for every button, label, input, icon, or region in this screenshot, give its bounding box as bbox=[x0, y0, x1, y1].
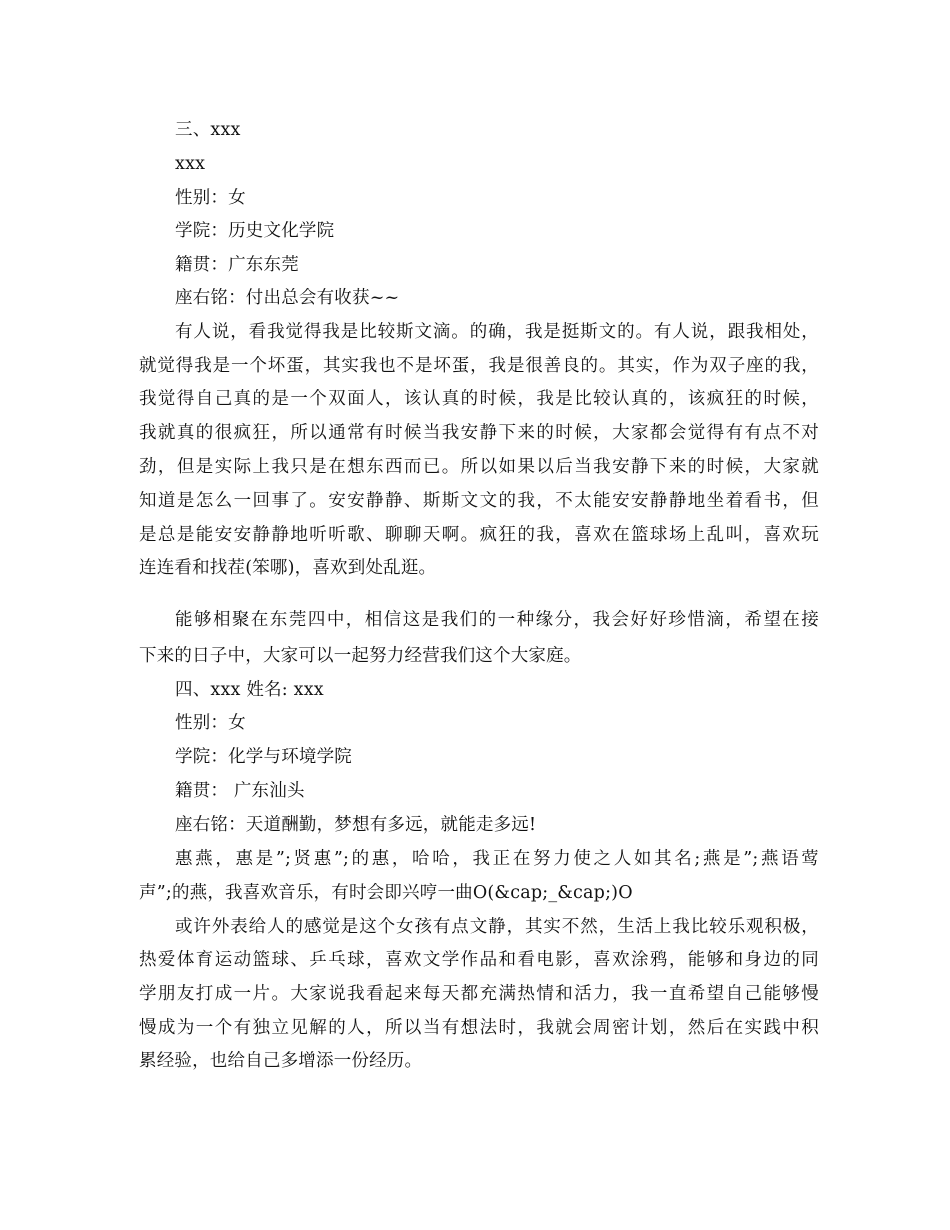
section4-para2-line: 学朋友打成一片。大家说我看起来每天都充满热情和活力，我一直希望自己能够慢 bbox=[139, 984, 819, 1004]
section4-origin: 籍贯： 广东汕头 bbox=[175, 781, 305, 801]
section4-para1-line: 声”;的燕，我喜欢音乐，有时会即兴哼一曲O(&cap;_&cap;)O bbox=[139, 883, 633, 903]
section4-para2-line: 慢成为一个有独立见解的人，所以当有想法时，我就会周密计划，然后在实践中积 bbox=[139, 1018, 819, 1038]
section4-college: 学院：化学与环境学院 bbox=[175, 747, 352, 767]
section4-motto: 座右铭：天道酬勤，梦想有多远，就能走多远! bbox=[175, 815, 537, 835]
section3-gender: 性别：女 bbox=[175, 188, 246, 208]
section3-motto: 座右铭：付出总会有收获~~ bbox=[175, 288, 400, 308]
section4-para2-line: 累经验，也给自己多增添一份经历。 bbox=[139, 1051, 423, 1071]
section3-para1-line: 知道是怎么一回事了。安安静静、斯斯文文的我，不太能安安静静地坐着看书，但 bbox=[139, 491, 819, 511]
section3-para2-line: 下来的日子中，大家可以一起努力经营我们这个大家庭。 bbox=[139, 646, 582, 666]
section3-para1-line: 有人说，看我觉得我是比较斯文滴。的确，我是挺斯文的。有人说，跟我相处， bbox=[175, 322, 819, 342]
section3-para1-line: 我觉得自己真的是一个双面人，该认真的时候，我是比较认真的，该疯狂的时候， bbox=[139, 389, 819, 409]
section3-para2-line: 能够相聚在东莞四中，相信这是我们的一种缘分，我会好好珍惜滴，希望在接 bbox=[175, 610, 819, 630]
section3-origin: 籍贯：广东东莞 bbox=[175, 255, 299, 275]
section4-gender: 性别：女 bbox=[175, 713, 246, 733]
section3-para1-line: 连连看和找茬(笨哪)，喜欢到处乱逛。 bbox=[139, 558, 437, 578]
section4-para2-line: 热爱体育运动篮球、乒乓球，喜欢文学作品和看电影，喜欢涂鸦，能够和身边的同 bbox=[139, 950, 819, 970]
section3-para1-line: 我就真的很疯狂，所以通常有时候当我安静下来的时候，大家都会觉得有有点不对 bbox=[139, 423, 819, 443]
section4-para1-line: 惠燕，惠是”;贤惠”;的惠，哈哈，我正在努力使之人如其名;燕是”;燕语莺 bbox=[175, 849, 819, 869]
section3-para1-line: 劲，但是实际上我只是在想东西而已。所以如果以后当我安静下来的时候，大家就 bbox=[139, 457, 819, 477]
section3-college: 学院：历史文化学院 bbox=[175, 221, 335, 241]
section4-para2-line: 或许外表给人的感觉是这个女孩有点文静，其实不然，生活上我比较乐观积极， bbox=[175, 917, 819, 937]
section3-para1-line: 是总是能安安静静地听听歌、聊聊天啊。疯狂的我，喜欢在篮球场上乱叫，喜欢玩 bbox=[139, 525, 819, 545]
section3-para1-line: 就觉得我是一个坏蛋，其实我也不是坏蛋，我是很善良的。其实，作为双子座的我， bbox=[139, 356, 819, 376]
section4-heading: 四、xxx 姓名: xxx bbox=[175, 680, 324, 700]
section3-heading: 三、xxx bbox=[175, 120, 241, 140]
section3-name: xxx bbox=[175, 154, 206, 174]
